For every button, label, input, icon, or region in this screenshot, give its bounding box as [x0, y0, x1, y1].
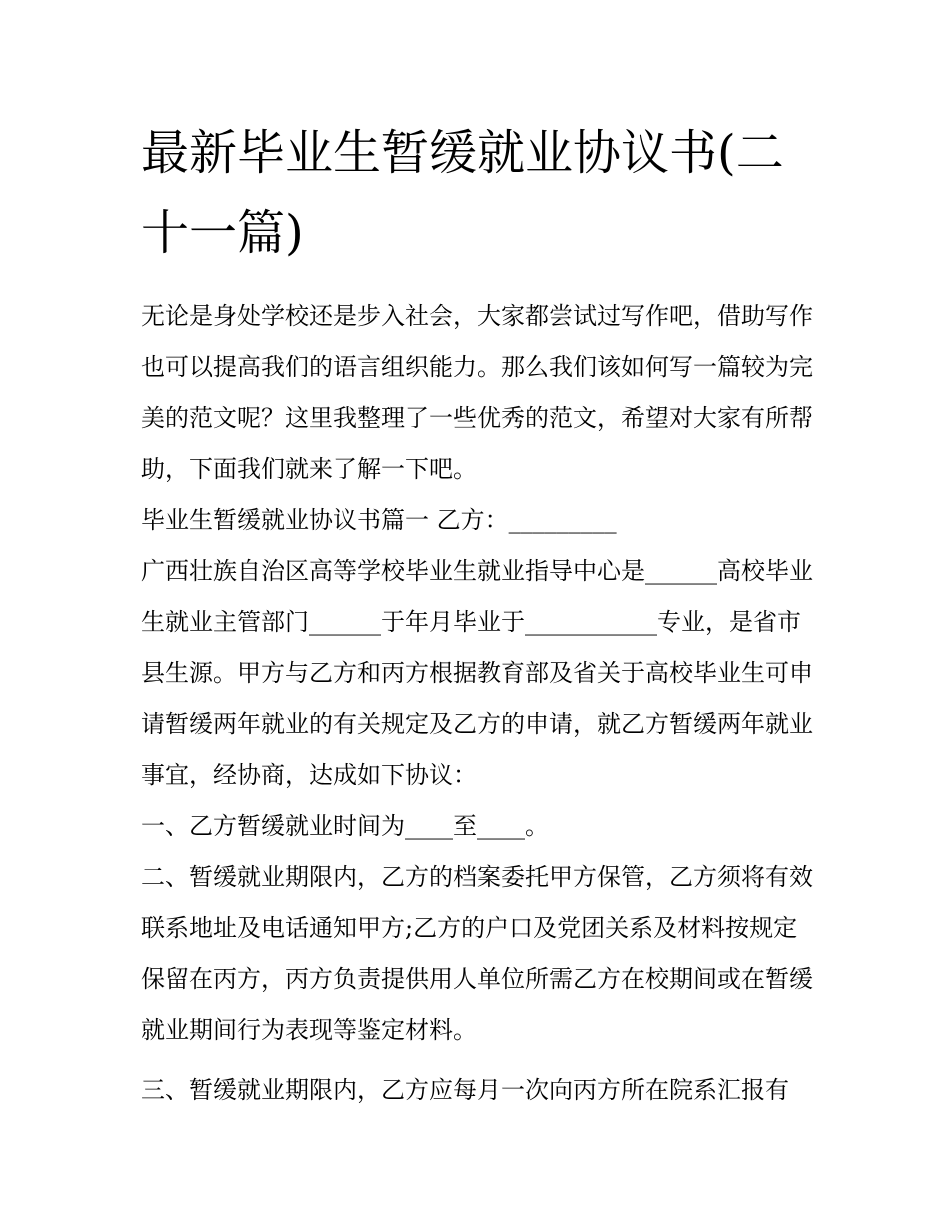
section-heading: 毕业生暂缓就业协议书篇一 乙方：_________	[141, 506, 617, 534]
agreement-preamble: 广西壮族自治区高等学校毕业生就业指导中心是______高校毕业生就业主管部门______于年月毕业于___________专业，是省市县生源。甲方与乙方和丙方根据教育部及省关于高校毕业生可申请暂缓两年就业的有关规定及乙方的申请，就乙方暂缓两年就业事宜，经协商，达成如下协议：	[141, 557, 813, 789]
intro-paragraph: 无论是身处学校还是步入社会，大家都尝试过写作吧，借助写作也可以提高我们的语言组织能力。那么我们该如何写一篇较为完美的范文呢？这里我整理了一些优秀的范文，希望对大家有所帮助，下面我们就来了解一下吧。	[141, 302, 813, 483]
clause-3: 三、暂缓就业期限内，乙方应每月一次向丙方所在院系汇报有	[141, 1076, 789, 1104]
clause-2: 二、暂缓就业期限内，乙方的档案委托甲方保管，乙方须将有效联系地址及电话通知甲方;乙方的户口及党团关系及材料按规定保留在丙方，丙方负责提供用人单位所需乙方在校期间或在暂缓就业期间行为表现等鉴定材料。	[141, 863, 813, 1044]
document-body	[141, 113, 813, 1116]
document-title: 最新毕业生暂缓就业协议书(二十一篇)	[141, 125, 784, 261]
clause-1: 一、乙方暂缓就业时间为____至____。	[141, 812, 549, 840]
